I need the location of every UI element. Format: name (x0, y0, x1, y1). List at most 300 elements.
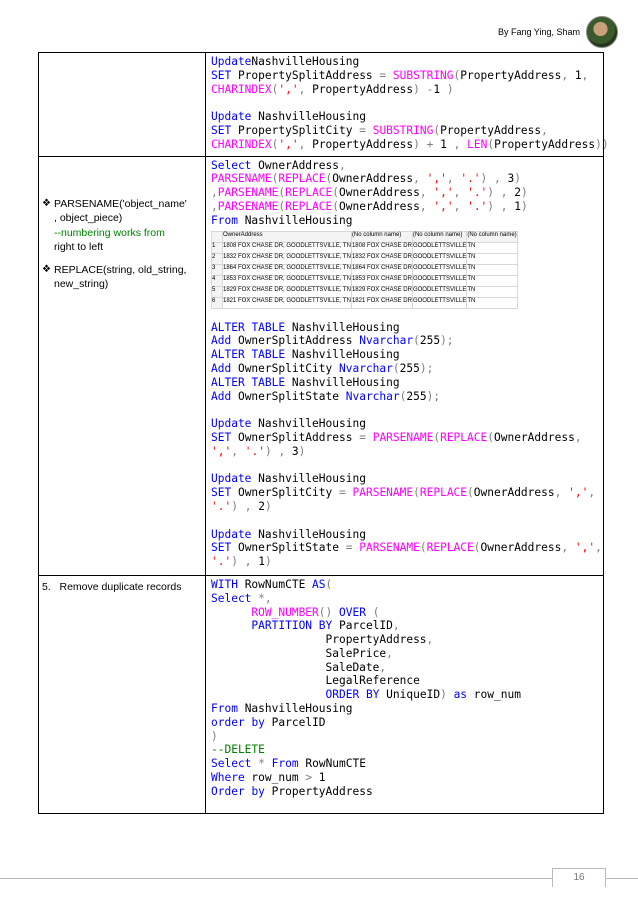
code-token: PropertyAddress (211, 633, 427, 647)
code-token: ) (487, 199, 495, 213)
code-token: OwnerAddress (480, 541, 562, 555)
code-line (211, 647, 599, 661)
grid-cell: TN (467, 242, 517, 253)
table-row (212, 253, 518, 264)
row2-right-cell (206, 156, 604, 575)
code-token: PARSENAME (359, 541, 420, 555)
code-line (211, 214, 599, 228)
code-token: BY (318, 619, 333, 633)
code-token: , (386, 646, 393, 660)
code-token: ( (271, 137, 279, 151)
code-token: ',' (568, 486, 589, 500)
code-token: PARSENAME (352, 486, 414, 500)
code-line (211, 606, 599, 620)
code-line (211, 110, 599, 124)
code-token (265, 757, 272, 770)
code-token: , (541, 123, 548, 137)
document-page (38, 52, 609, 814)
code-token: , (264, 591, 272, 605)
table-row (212, 297, 518, 308)
code-token: Add (211, 389, 232, 403)
code-token: > (305, 771, 313, 785)
table-row (212, 264, 518, 275)
code-token: OwnerSplitState (231, 389, 346, 403)
code-line (211, 137, 609, 152)
code-token: ( (372, 605, 380, 619)
code-line (211, 96, 599, 110)
code-token: ( (453, 68, 461, 82)
code-token: = (345, 541, 353, 555)
code-token: Where (211, 771, 245, 785)
code-token: NashvilleHousing (237, 213, 353, 227)
code-token (420, 138, 427, 151)
code-token: BY (365, 688, 380, 702)
code-token: ( (278, 199, 286, 213)
code-line (211, 376, 599, 390)
code-token: SaleDate (211, 660, 380, 674)
code-token: ( (325, 577, 333, 591)
code-token: , (231, 444, 238, 458)
code-token: REPLACE (440, 430, 488, 444)
code-line (211, 757, 599, 771)
code-token: Add (211, 334, 232, 348)
code-token: 255 (399, 361, 420, 375)
code-token: RowNumCTE (298, 757, 366, 771)
grid-row-number: 4 (212, 275, 223, 286)
grid-header-col4: (No column name) (467, 231, 517, 242)
table-row (39, 53, 604, 157)
code-token: * (258, 591, 265, 605)
code-line (211, 555, 599, 569)
grid-cell: GOODLETTSVILLE (412, 275, 466, 286)
code-token: ) (231, 555, 238, 569)
code-token: , (494, 172, 501, 186)
code-token: ( (332, 186, 340, 200)
grid-cell: GOODLETTSVILLE (412, 286, 466, 297)
code-token: PropertyAddress (305, 137, 414, 151)
grid-row-number: 5 (212, 286, 223, 297)
code-line (211, 159, 599, 173)
code-token (211, 619, 251, 632)
grid-cell: 1853 FOX CHASE DR (351, 275, 412, 286)
code-token: Select (211, 591, 252, 605)
code-line (211, 688, 599, 702)
code-token: 1 (433, 137, 454, 151)
grid-cell: TN (467, 253, 517, 264)
code-line (211, 431, 599, 445)
code-token: () (318, 605, 333, 619)
code-line (211, 321, 599, 335)
grid-cell: GOODLETTSVILLE (412, 253, 466, 264)
code-token: SET (211, 430, 232, 444)
code-token: PropertyAddress (305, 82, 414, 96)
code-token: = (379, 68, 387, 82)
code-token: ) (440, 688, 447, 702)
grid-cell: 1808 FOX CHASE DR, GOODLETTSVILLE, TN (223, 242, 352, 253)
code-line (211, 661, 599, 675)
code-token: PARSENAME (217, 186, 279, 200)
code-token: , (211, 186, 218, 200)
code-token: , (561, 541, 569, 555)
code-token: ( (271, 172, 279, 186)
row1-left-cell (39, 53, 206, 157)
grid-row-number: 2 (212, 253, 223, 264)
table-row (212, 286, 518, 297)
code-token: NashvilleHousing (251, 110, 366, 124)
code-token: From (211, 213, 238, 227)
replace-signature: REPLACE(string, old_string, (54, 263, 187, 276)
parsename-note-cont: right to left (54, 241, 104, 254)
code-token: OwnerSplitCity (231, 361, 339, 375)
code-token (386, 69, 393, 82)
list-item (42, 197, 202, 255)
code-token (332, 606, 339, 619)
grid-cell: 1829 FOX CHASE DR, GOODLETTSVILLE, TN (223, 286, 352, 297)
code-line (211, 514, 599, 528)
grid-cell: GOODLETTSVILLE (412, 242, 466, 253)
code-token: SUBSTRING (392, 68, 454, 82)
code-token: ( (399, 389, 407, 403)
code-token: ); (440, 334, 454, 348)
code-token: PropertyAddress (264, 784, 373, 798)
code-token: OwnerSplitCity (231, 486, 339, 500)
code-token: , (379, 660, 387, 674)
code-token: ALTER (211, 320, 245, 334)
page-number: 16 (552, 868, 606, 887)
code-token: * (258, 757, 265, 771)
code-token: REPLACE (419, 486, 468, 500)
code-token: , (426, 633, 434, 647)
parsename-signature-cont: , object_piece) (54, 212, 123, 225)
grid-cell: TN (467, 275, 517, 286)
grid-cell: 1864 FOX CHASE DR (351, 264, 412, 275)
grid-row-number: 3 (212, 264, 223, 275)
code-line (211, 459, 599, 473)
code-line (211, 390, 599, 404)
code-token: LEN (467, 137, 488, 151)
code-line (211, 716, 599, 730)
code-token: ( (473, 541, 481, 555)
code-token: , (574, 430, 582, 444)
code-token: NashvilleHousing (251, 417, 366, 431)
code-token: , (453, 199, 461, 213)
code-token: ORDER (325, 688, 360, 702)
code-token: , (581, 68, 589, 82)
code-line (211, 633, 599, 647)
code-token: ( (419, 541, 427, 555)
grid-cell: 1832 FOX CHASE DR (351, 253, 412, 264)
code-line (211, 200, 599, 214)
author-byline: By Fang Ying, Sham (497, 27, 580, 37)
code-token (359, 688, 366, 701)
footer-rule (0, 878, 638, 879)
code-token: Add (211, 361, 232, 375)
code-line (211, 771, 599, 785)
code-token: , (278, 444, 286, 458)
row2-left-cell (39, 156, 206, 575)
code-token: NashvilleHousing (285, 375, 400, 389)
notes-table (38, 52, 609, 814)
diamond-bullet-icon: ❖ (42, 197, 51, 209)
code-token: , (211, 199, 218, 213)
code-token: PARSENAME (372, 430, 434, 444)
code-token: 1 (433, 82, 447, 96)
code-token: Nvarchar (345, 389, 400, 403)
code-token: 1 (312, 771, 326, 785)
code-token: REPLACE (426, 541, 474, 555)
code-token: OVER (339, 605, 366, 619)
grid-row-number: 1 (212, 242, 223, 253)
code-token (346, 486, 353, 499)
code-token: From (271, 757, 299, 771)
grid-cell: 1808 FOX CHASE DR (351, 242, 412, 253)
code-token: ParcelID (264, 715, 326, 729)
code-token: AS (312, 577, 326, 591)
code-line (211, 55, 599, 69)
code-block-parsename-select (206, 157, 603, 228)
code-token: ( (271, 82, 279, 96)
code-token: , (298, 137, 306, 151)
code-token: '.' (460, 172, 481, 186)
code-token: REPLACE (285, 186, 333, 200)
code-token: , (453, 137, 461, 151)
code-token: OwnerSplitAddress (231, 334, 360, 348)
author-avatar (586, 16, 618, 48)
code-token: = (339, 486, 346, 500)
code-token: ) (487, 186, 495, 200)
code-token: ( (325, 172, 333, 186)
code-token: , (338, 158, 346, 172)
code-token (238, 500, 245, 513)
code-block-cte (206, 576, 603, 799)
code-token: ( (487, 137, 495, 151)
code-token: ) (413, 82, 420, 96)
code-token: NashvilleHousing (251, 472, 366, 486)
code-token: Order (211, 784, 245, 798)
code-token: , (244, 555, 252, 569)
code-token: Nvarchar (359, 334, 414, 348)
code-token: SET (211, 123, 232, 137)
code-token: ( (433, 430, 441, 444)
table-row (212, 242, 518, 253)
code-token: Nvarchar (339, 361, 393, 375)
code-token: , (419, 186, 427, 200)
code-token: TABLE (251, 320, 286, 334)
code-line (211, 417, 599, 431)
code-line (211, 578, 599, 592)
code-token (494, 186, 501, 199)
code-token: ) (298, 444, 306, 458)
grid-cell: 1829 FOX CHASE DR (351, 286, 412, 297)
code-token: Select (211, 757, 252, 771)
row1-right-cell (206, 53, 609, 157)
code-token: order (211, 715, 245, 729)
code-token: ) (413, 137, 420, 151)
code-token (238, 555, 245, 568)
code-line (211, 348, 599, 362)
code-token: PropertySplitAddress (231, 68, 380, 82)
code-line (211, 445, 599, 459)
list-item (42, 263, 202, 292)
code-token: RowNumCTE (237, 577, 313, 591)
grid-cell: TN (467, 264, 517, 275)
code-token: OwnerAddress (493, 430, 575, 444)
code-token: , (554, 486, 562, 500)
row3-right-cell (206, 575, 604, 813)
code-token: NashvilleHousing (251, 55, 360, 68)
code-token: ) (446, 82, 454, 96)
code-token: PARSENAME (217, 199, 279, 213)
code-token: CHARINDEX (211, 82, 272, 96)
code-line (211, 172, 599, 186)
code-token: ParcelID (332, 619, 393, 633)
code-token: , (298, 82, 306, 96)
code-line (211, 674, 599, 688)
code-token: OwnerAddress (339, 199, 420, 213)
code-token: PARTITION (251, 619, 313, 633)
code-token: ) (264, 555, 272, 569)
parsename-signature: PARSENAME('object_name' (54, 197, 187, 210)
code-token: ( (413, 486, 420, 500)
code-token: Update (211, 472, 252, 486)
code-token: ( (332, 199, 340, 213)
code-token: OwnerAddress (339, 186, 420, 200)
code-line (211, 83, 599, 97)
code-token: 1 (251, 555, 265, 569)
code-token: PropertyAddress (460, 68, 562, 82)
grid-cell: TN (467, 297, 517, 308)
parsename-note: --numbering works from (54, 226, 165, 239)
code-token: OwnerSplitState (231, 541, 346, 555)
code-token (568, 541, 575, 554)
code-token: ) (521, 199, 528, 213)
grid-cell: 1853 FOX CHASE DR, GOODLETTSVILLE, TN (223, 275, 352, 286)
code-token: 2 (251, 499, 265, 513)
code-token: '.' (244, 444, 265, 458)
code-token: , (588, 486, 596, 500)
code-token: NashvilleHousing (237, 702, 353, 716)
code-token: 3 (285, 444, 299, 458)
table-row (39, 575, 604, 813)
code-token: WITH (211, 577, 238, 591)
grid-cell: 1832 FOX CHASE DR, GOODLETTSVILLE, TN (223, 253, 352, 264)
code-token: ( (487, 430, 494, 444)
code-token: 255 (406, 389, 427, 403)
results-grid-header (212, 231, 518, 242)
code-token: , (413, 172, 420, 186)
code-line (211, 541, 602, 555)
code-token: , (419, 199, 427, 213)
code-token: ) (264, 499, 272, 513)
code-line (211, 334, 599, 348)
code-token: 255 (419, 334, 441, 348)
code-token: = (359, 123, 366, 137)
code-token: SET (211, 68, 232, 82)
code-token: 1 (507, 199, 522, 213)
code-token: SalePrice (211, 646, 387, 660)
code-token: '.' (467, 199, 488, 213)
code-line (211, 472, 599, 486)
code-token: '.' (467, 186, 488, 200)
code-token: ',' (278, 137, 299, 151)
code-token: SUBSTRING (372, 123, 434, 137)
code-token: '.' (211, 499, 232, 513)
code-token: ); (419, 361, 434, 375)
diamond-bullet-icon: ❖ (42, 263, 51, 275)
code-token: Update (211, 527, 252, 541)
code-token: --DELETE (211, 743, 265, 757)
grid-header-col2: (No column name) (351, 231, 412, 242)
code-token: Update (211, 55, 252, 68)
code-line (211, 69, 599, 83)
code-token (366, 124, 373, 137)
code-token: , (392, 619, 400, 633)
code-line (211, 186, 599, 200)
code-token: )) (595, 137, 609, 151)
code-token: ( (278, 186, 286, 200)
code-token (211, 688, 326, 701)
code-token: OwnerAddress (251, 158, 339, 172)
section-heading-remove-duplicates: 5. Remove duplicate records (42, 580, 182, 593)
results-grid (211, 231, 518, 309)
code-line (211, 619, 599, 633)
code-token: ',' (426, 172, 447, 186)
code-token: ) (264, 444, 272, 458)
code-token: SET (211, 486, 232, 500)
grid-cell: GOODLETTSVILLE (412, 297, 466, 308)
code-token (366, 431, 373, 444)
code-token: by (251, 715, 265, 729)
code-token: + (426, 137, 434, 151)
code-token: PropertyAddress (494, 137, 596, 151)
code-token: PARSENAME (211, 172, 272, 186)
code-token: ( (433, 123, 441, 137)
code-token: Update (211, 110, 252, 124)
code-token: ) (231, 499, 238, 513)
grid-cell: 1821 FOX CHASE DR, GOODLETTSVILLE, TN (223, 297, 352, 308)
code-token: OwnerAddress (332, 172, 414, 186)
grid-header-col3: (No column name) (412, 231, 466, 242)
code-token (312, 619, 319, 632)
code-token: = (359, 430, 366, 444)
code-line (211, 124, 599, 138)
code-token: row_num (467, 688, 521, 702)
code-token: NashvilleHousing (251, 527, 366, 541)
code-token: CHARINDEX (211, 137, 272, 151)
code-token: ',' (433, 186, 454, 200)
grid-row-number: 6 (212, 297, 223, 308)
code-token (420, 83, 427, 96)
table-row (212, 275, 518, 286)
code-token: ( (467, 486, 474, 500)
code-token: ALTER (211, 375, 245, 389)
code-token: ) (480, 172, 488, 186)
code-token (211, 606, 251, 619)
code-token: - (426, 82, 434, 96)
code-token: LegalReference (211, 674, 420, 688)
code-token: ( (392, 361, 400, 375)
page-header (498, 14, 618, 50)
code-line (211, 785, 599, 799)
code-line (211, 702, 599, 716)
code-token: ',' (278, 82, 299, 96)
code-token: PropertyAddress (440, 123, 542, 137)
grid-cell: 1821 FOX CHASE DR (351, 297, 412, 308)
grid-cell: GOODLETTSVILLE (412, 264, 466, 275)
code-token: row_num (244, 771, 306, 785)
grid-cell: 1864 FOX CHASE DR, GOODLETTSVILLE, TN (223, 264, 352, 275)
code-line (211, 743, 599, 757)
